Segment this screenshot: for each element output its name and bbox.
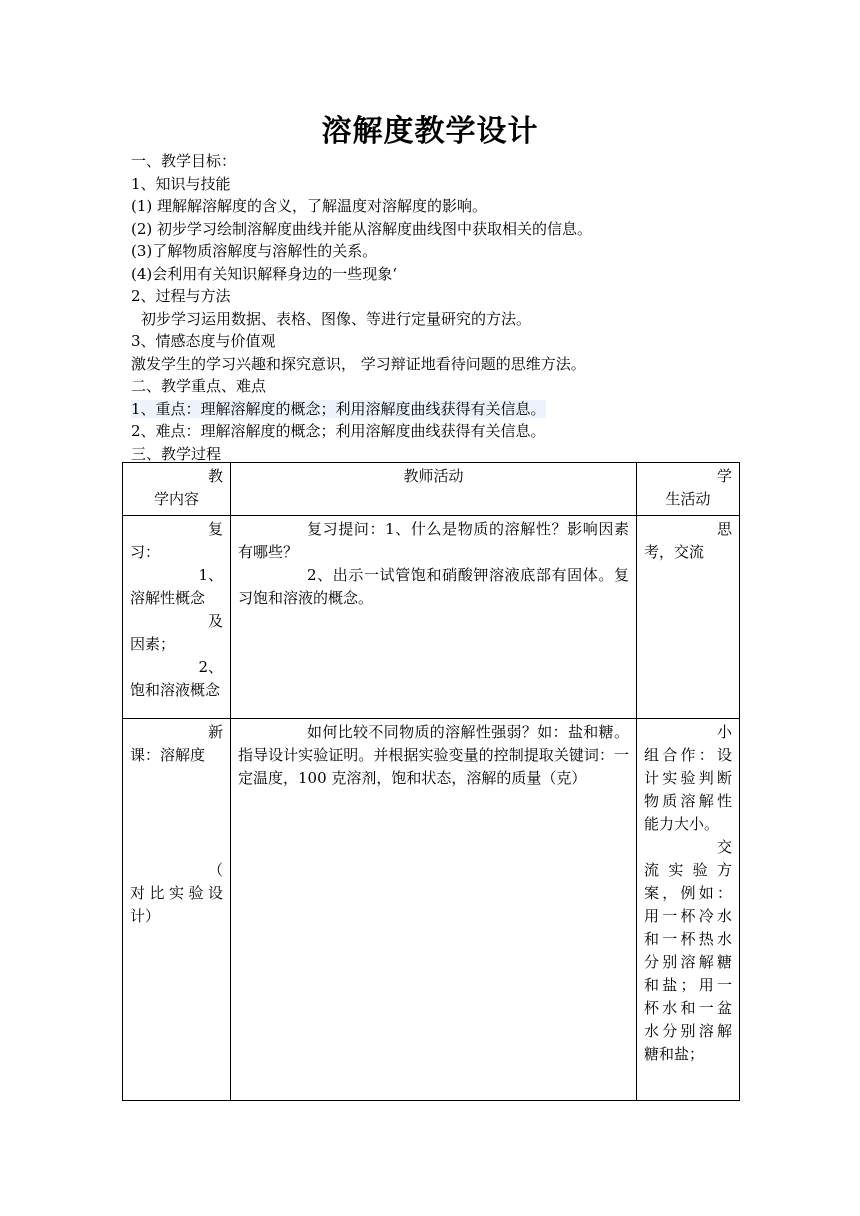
section-heading-key-points: 二、教学重点、难点 [131,377,267,395]
table-header-row [123,463,740,516]
header-student-cell: 学 生活动 [637,463,740,516]
subheading-knowledge-skills: 1、知识与技能 [131,174,231,193]
section-heading-process: 三、教学过程 [131,444,222,463]
document-title: 溶解度教学设计 [321,114,539,149]
student-activity-cell: 思 考，交流 [637,516,740,719]
header-content-cell: 教 学内容 [123,463,231,516]
table-row [123,516,740,719]
process-method-text: 初步学习运用数据、表格、图像、等进行定量研究的方法。 [141,309,532,328]
difficulty-text: 2、难点：理解溶解度的概念；利用溶解度曲线获得有关信息。 [131,422,546,440]
objective-item: (3)了解物质溶解度与溶解性的关系。 [131,242,378,260]
objective-item: (1) 理解解溶解度的含义，了解温度对溶解度的影响。 [131,197,488,215]
lesson-process-table [122,462,740,1101]
subheading-attitude-values: 3、情感态度与价值观 [131,332,276,350]
content-cell: 复 习： 1、 溶解性概念 及 因素； 2、 饱和溶液概念 [123,516,231,719]
student-activity-cell: 小 组合作：设计实验判断物质溶解性能力大小。 交 流实验方案，例如：用一杯冷水和一杯热水分别溶解糖和盐；用一杯水和一盆水分别溶解糖和盐； [637,719,740,1101]
section-heading-objectives: 一、教学目标： [131,152,237,170]
content-cell: 新 课：溶解度 （ 对比实验设计） [123,719,231,1101]
objective-item: (2) 初步学习绘制溶解度曲线并能从溶解度曲线图中获取相关的信息。 [131,219,593,238]
attitude-values-text: 激发学生的学习兴趣和探究意识， 学习辩证地看待问题的思维方法。 [131,354,586,373]
objectives-section [131,150,751,465]
teacher-activity-cell: 复习提问：1、什么是物质的溶解性？影响因素有哪些？ 2、出示一试管饱和硝酸钾溶液底部有固体。复习饱和溶液的概念。 [231,516,637,719]
key-point-highlight: 1、重点：理解溶解度的概念；利用溶解度曲线获得有关信息。 [131,399,546,418]
subheading-process-method: 2、过程与方法 [131,287,231,305]
table-row [123,719,740,1101]
objective-item: (4)会利用有关知识解释身边的一些现象‘ [131,264,398,283]
header-teacher-cell: 教师活动 [231,463,637,516]
teacher-activity-cell: 如何比较不同物质的溶解性强弱？如：盐和糖。指导设计实验证明。并根据实验变量的控制提取关键词：一定温度，100 克溶剂，饱和状态，溶解的质量（克） [231,719,637,1101]
key-point-text [131,398,751,421]
